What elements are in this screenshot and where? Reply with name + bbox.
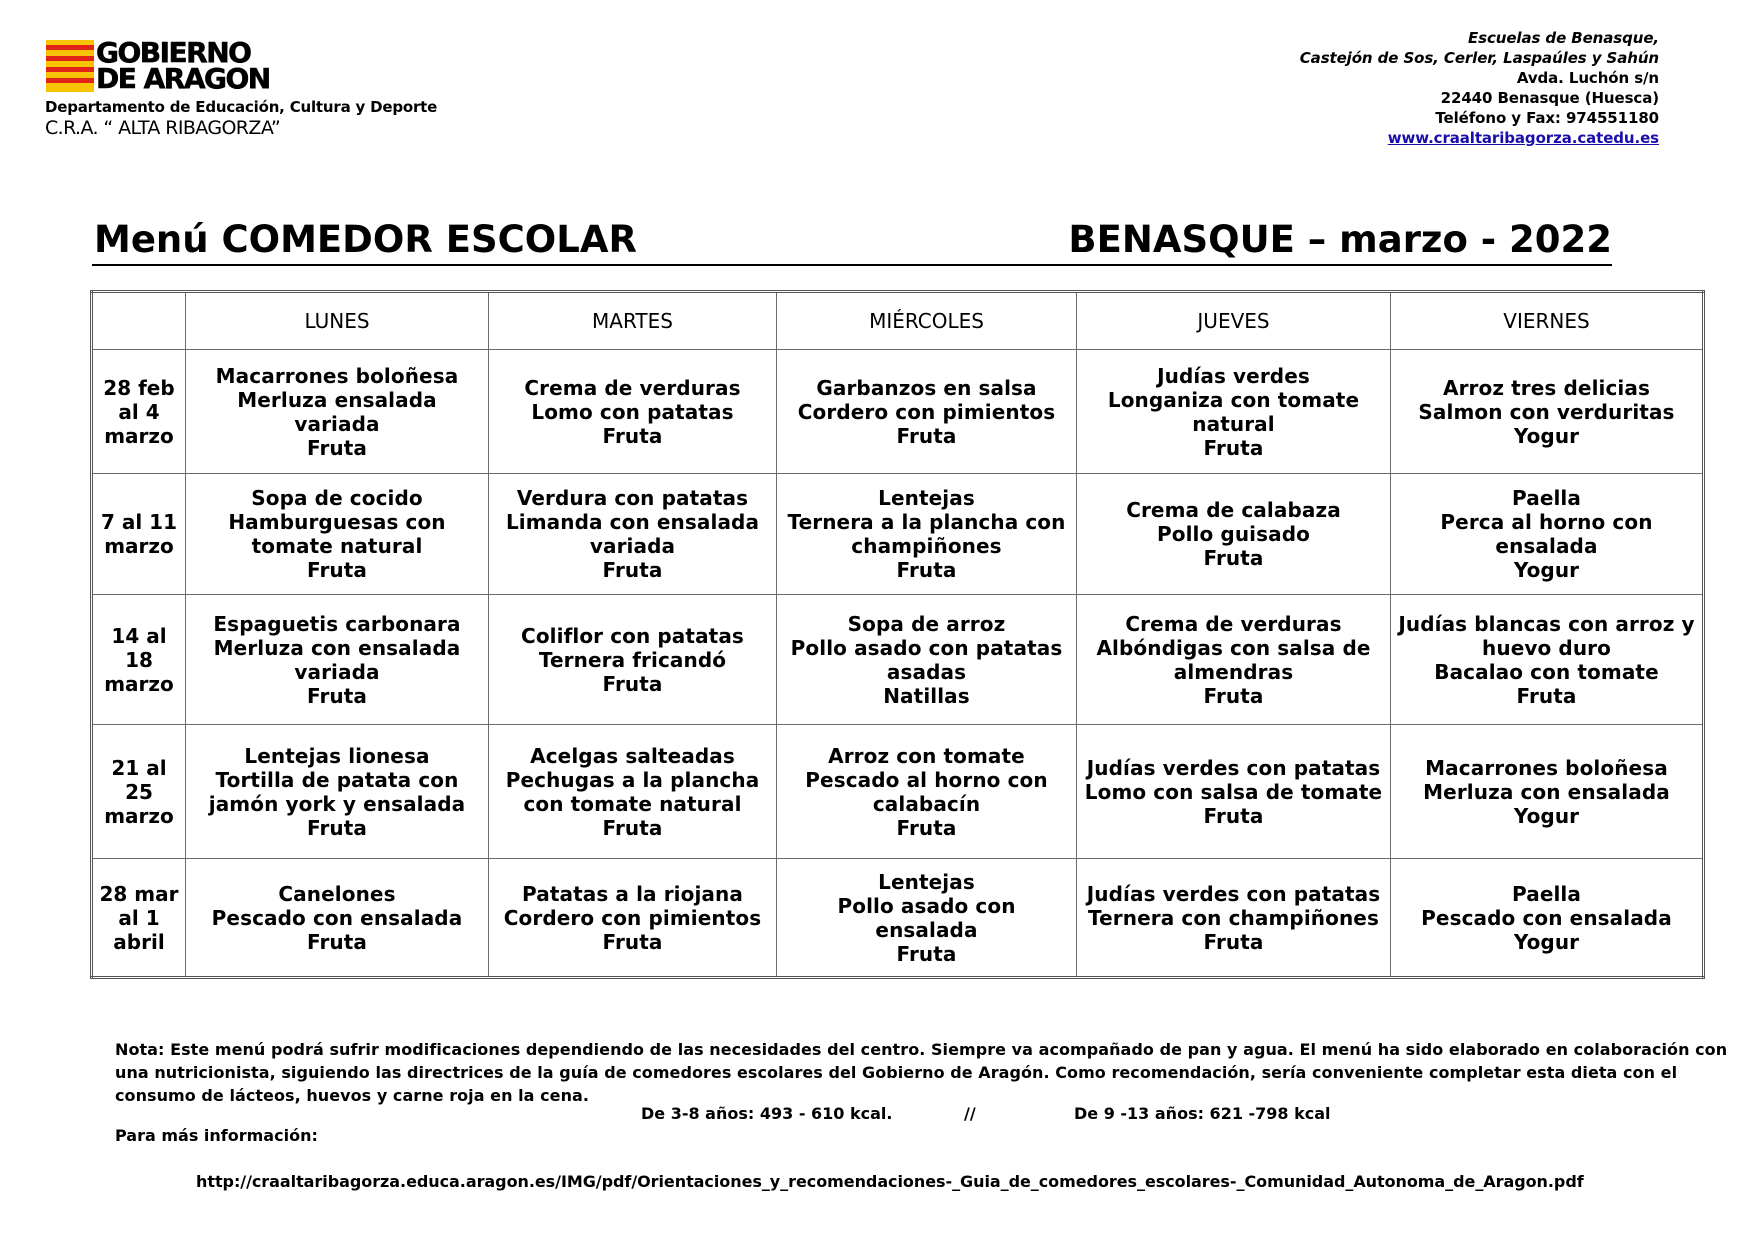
menu-cell-friday <box>1391 725 1704 859</box>
dish-line: ensalada <box>1495 534 1598 558</box>
menu-cell-wednesday <box>777 725 1077 859</box>
dish-line: Judías verdes <box>1157 363 1310 388</box>
dish-line: Ternera con champiñones <box>1088 905 1379 930</box>
school-address <box>1300 28 1659 148</box>
school-address-street: Avda. Luchón s/n <box>1516 69 1659 87</box>
menu-cell-monday <box>186 595 489 725</box>
dish-line: Fruta <box>1203 929 1264 954</box>
logo-block <box>45 36 438 139</box>
aragon-flag-icon <box>46 40 94 92</box>
logo-line-1: GOBIERNO <box>96 36 251 69</box>
dish-line: Fruta <box>306 558 368 582</box>
dish-line: Patatas a la riojana <box>522 881 743 906</box>
dish-line: Espaguetis carbonara <box>213 611 461 636</box>
dish-line: Merluza con ensalada <box>1423 779 1670 804</box>
logo-wordmark <box>96 36 270 95</box>
dish-line: Merluza con ensalada <box>213 635 461 660</box>
menu-cell-monday <box>186 350 489 474</box>
menu-cell-thursday <box>1077 595 1391 725</box>
dish-line: natural <box>1192 411 1275 436</box>
dish-line: huevo duro <box>1482 635 1611 660</box>
menu-table <box>90 290 1705 979</box>
menu-cell-thursday <box>1077 350 1391 474</box>
menu-cell-monday <box>186 725 489 859</box>
dish-line: Fruta <box>896 558 957 582</box>
dish-line: Crema de calabaza <box>1126 498 1341 522</box>
dish-line: Fruta <box>306 435 368 460</box>
dish-line: Yogur <box>1513 423 1580 448</box>
dish-line: Longaniza con tomate <box>1107 387 1360 412</box>
dish-line: Fruta <box>1203 803 1264 828</box>
dish-line: Ternera fricandó <box>538 647 727 672</box>
dish-line: Fruta <box>1516 683 1577 708</box>
week-dates-cell <box>92 595 186 725</box>
kcal-young: De 3-8 años: 493 - 610 kcal. <box>641 1104 893 1123</box>
table-row <box>92 859 1704 978</box>
header-empty-cell <box>92 292 186 350</box>
dish-line: Lomo con salsa de tomate <box>1084 779 1383 804</box>
week-date-line: marzo <box>104 671 174 696</box>
dish-line: Fruta <box>306 929 368 954</box>
dish-line: Arroz con tomate <box>828 743 1025 768</box>
kcal-old: De 9 -13 años: 621 -798 kcal <box>1074 1104 1331 1123</box>
dish-line: Tortilla de patata con <box>215 767 459 792</box>
dish-line: Judías verdes con patatas <box>1086 755 1381 780</box>
dish-line: Albóndigas con salsa de <box>1096 635 1371 660</box>
week-dates-cell <box>92 474 186 595</box>
dish-line: Ternera a la plancha con <box>787 510 1066 534</box>
dish-line: Acelgas salteadas <box>530 743 735 768</box>
dish-line: Coliflor con patatas <box>521 623 744 648</box>
dish-line: Pechugas a la plancha <box>505 767 760 792</box>
dish-line: Yogur <box>1513 929 1580 954</box>
menu-cell-tuesday <box>489 725 777 859</box>
dish-line: con tomate natural <box>523 791 742 816</box>
dish-line: Salmon con verduritas <box>1418 399 1675 424</box>
dish-line: Canelones <box>278 881 396 906</box>
dish-line: Paella <box>1512 486 1581 510</box>
cra-name: C.R.A. “ ALTA RIBAGORZA” <box>45 117 281 139</box>
dish-line: Fruta <box>602 671 663 696</box>
dish-line: Fruta <box>602 929 663 954</box>
week-date-line: marzo <box>104 423 174 448</box>
dish-line: Lentejas lionesa <box>244 743 430 768</box>
dish-line: Limanda con ensalada <box>505 510 760 534</box>
week-date-line: 7 al 11 <box>100 510 178 534</box>
dish-line: Bacalao con tomate <box>1434 659 1659 684</box>
dish-line: Pollo asado con ensalada <box>837 893 1016 942</box>
kcal-separator: // <box>964 1104 976 1123</box>
dish-line: variada <box>294 659 380 684</box>
dish-line: Lentejas <box>878 486 975 510</box>
dish-line: Pescado al horno con <box>805 767 1048 792</box>
page-title <box>92 216 1612 266</box>
dish-line: Perca al horno con <box>1440 510 1653 534</box>
week-dates-cell <box>92 859 186 978</box>
header-day-tuesday: MARTES <box>489 292 777 350</box>
dish-line: Macarrones boloñesa <box>215 363 459 388</box>
week-date-line: al 1 <box>118 905 160 930</box>
dish-line: Pescado con ensalada <box>1421 905 1672 930</box>
menu-cell-monday <box>186 474 489 595</box>
dish-line: Crema de verduras <box>524 375 741 400</box>
week-date-line: 21 al <box>111 755 167 780</box>
dish-line: Fruta <box>306 683 368 708</box>
menu-cell-thursday <box>1077 474 1391 595</box>
dish-line: Fruta <box>1203 683 1264 708</box>
header-day-monday: LUNES <box>186 292 489 350</box>
menu-cell-wednesday <box>777 595 1077 725</box>
dish-line: almendras <box>1173 659 1294 684</box>
dish-line: Hamburguesas con <box>228 510 446 534</box>
footer-note: Nota: Este menú podrá sufrir modificaciones dependiendo de las necesidades del centro. Siempre va acompañado de pan y agua. El menú ha sido elaborado en colaboración con una nutricionista, siguiendo las directrices de la guía de comedores escolares del Gobierno de Aragón. Como recomendación, sería conveniente completar esta dieta con el consumo de lácteos, huevos y carne roja en la cena. <box>115 1040 1728 1105</box>
dish-line: Fruta <box>306 815 368 840</box>
dish-line: Yogur <box>1513 558 1580 582</box>
dish-line: Cordero con pimientos <box>797 399 1056 424</box>
guide-url-link[interactable]: http://craaltaribagorza.educa.aragon.es/IMG/pdf/Orientaciones_y_recomendaciones-_Guia_de_comedores_escolares-_Comunidad_Autonoma_de_Aragon.pdf <box>196 1172 1584 1191</box>
dish-line: champiñones <box>851 534 1002 558</box>
dish-line: Cordero con pimientos <box>503 905 762 930</box>
menu-cell-tuesday <box>489 474 777 595</box>
dish-line: Fruta <box>896 941 957 966</box>
logo-line-2: DE ARAGON <box>96 62 270 95</box>
dish-line: Fruta <box>896 815 957 840</box>
school-phone: Teléfono y Fax: 974551180 <box>1435 109 1659 127</box>
dish-line: asadas <box>886 659 967 684</box>
dish-line: Arroz tres delicias <box>1442 375 1650 400</box>
menu-cell-friday <box>1391 595 1704 725</box>
header-day-friday: VIERNES <box>1391 292 1704 350</box>
dish-line: Fruta <box>602 423 663 448</box>
school-website-link[interactable]: www.craaltaribagorza.catedu.es <box>1387 129 1659 147</box>
menu-cell-tuesday <box>489 859 777 978</box>
dish-line: Judías blancas con arroz y <box>1398 611 1695 636</box>
week-date-line: abril <box>113 929 165 954</box>
dish-line: Fruta <box>1203 546 1264 570</box>
dish-line: Fruta <box>602 815 663 840</box>
week-date-line: 25 <box>125 779 153 804</box>
menu-cell-tuesday <box>489 595 777 725</box>
header-day-wednesday: MIÉRCOLES <box>777 292 1077 350</box>
title-location-date: BENASQUE – marzo - 2022 <box>1068 218 1612 261</box>
week-date-line: al 4 <box>118 399 160 424</box>
menu-cell-thursday <box>1077 725 1391 859</box>
table-row <box>92 725 1704 859</box>
week-date-line: 18 <box>125 647 153 672</box>
menu-cell-friday <box>1391 350 1704 474</box>
header-day-thursday: JUEVES <box>1077 292 1391 350</box>
dish-line: Fruta <box>602 558 663 582</box>
dish-line: Lentejas <box>878 869 975 894</box>
dish-line: jamón york y ensalada <box>208 791 466 816</box>
week-dates-cell <box>92 350 186 474</box>
dish-line: Yogur <box>1513 803 1580 828</box>
week-date-line: marzo <box>104 803 174 828</box>
menu-cell-friday <box>1391 859 1704 978</box>
dish-line: Merluza ensalada variada <box>237 387 437 436</box>
dish-line: Paella <box>1512 881 1581 906</box>
dish-line: variada <box>589 534 676 558</box>
dish-line: Crema de verduras <box>1125 611 1342 636</box>
week-date-line: 28 mar <box>99 881 179 906</box>
dish-line: Fruta <box>896 423 957 448</box>
school-line-2: Castejón de Sos, Cerler, Laspaúles y Sahún <box>1299 49 1659 67</box>
gobierno-aragon-logo <box>46 36 437 95</box>
table-row <box>92 474 1704 595</box>
dish-line: Natillas <box>883 683 970 708</box>
school-line-1: Escuelas de Benasque, <box>1468 29 1659 47</box>
dish-line: Sopa de cocido <box>251 486 423 510</box>
department-name: Departamento de Educación, Cultura y Deporte <box>45 98 438 116</box>
menu-cell-tuesday <box>489 350 777 474</box>
dish-line: Judías verdes con patatas <box>1086 881 1381 906</box>
dish-line: calabacín <box>872 791 981 816</box>
dish-line: Garbanzos en salsa <box>816 375 1037 400</box>
week-date-line: 28 feb <box>103 375 175 400</box>
week-date-line: marzo <box>104 534 174 558</box>
dish-line: Sopa de arroz <box>847 611 1006 636</box>
menu-cell-wednesday <box>777 859 1077 978</box>
dish-line: tomate natural <box>251 534 423 558</box>
table-header-row <box>92 292 1704 350</box>
menu-cell-wednesday <box>777 474 1077 595</box>
week-dates-cell <box>92 725 186 859</box>
dish-line: Pollo guisado <box>1157 522 1310 546</box>
dish-line: Verdura con patatas <box>516 486 749 510</box>
menu-cell-wednesday <box>777 350 1077 474</box>
dish-line: Macarrones boloñesa <box>1425 755 1668 780</box>
menu-cell-friday <box>1391 474 1704 595</box>
dish-line: Pollo asado con patatas <box>790 635 1063 660</box>
dish-line: Lomo con patatas <box>531 399 734 424</box>
dish-line: Pescado con ensalada <box>211 905 463 930</box>
menu-cell-thursday <box>1077 859 1391 978</box>
table-row <box>92 595 1704 725</box>
week-date-line: 14 al <box>111 623 167 648</box>
menu-cell-monday <box>186 859 489 978</box>
table-row <box>92 350 1704 474</box>
dish-line: Fruta <box>1203 435 1264 460</box>
title-menu: Menú COMEDOR ESCOLAR <box>94 218 637 261</box>
school-address-city: 22440 Benasque (Huesca) <box>1440 89 1659 107</box>
more-info-label: Para más información: <box>115 1126 318 1145</box>
